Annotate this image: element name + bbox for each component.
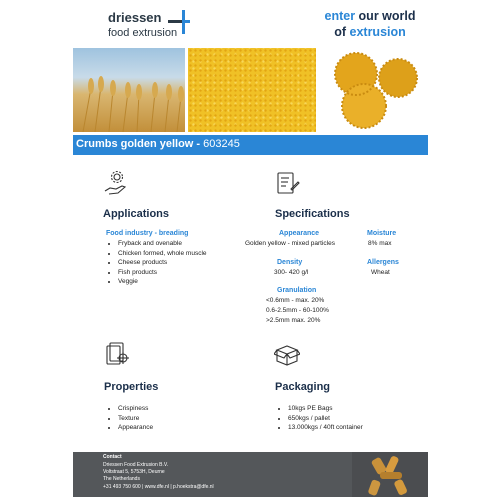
granulation-value: >2.5mm max. 20%: [266, 317, 321, 324]
footer-contact-line: +31 493 750 600 | www.dfe.nl | p.hoekstra@dfe.nl: [103, 484, 214, 490]
applications-subheading: Food industry - breading: [106, 230, 189, 237]
breaded-balls-photo: [318, 48, 428, 132]
list-item: • 10kgs PE Bags: [288, 404, 363, 414]
packaging-heading: Packaging: [275, 381, 331, 393]
applications-heading: Applications: [103, 208, 170, 220]
brand-name: driessen: [108, 10, 162, 25]
list-item: • Cheese products: [118, 258, 207, 268]
list-item: • 650kgs / pallet: [288, 414, 363, 424]
moisture-label: Moisture: [367, 230, 397, 237]
granulation-value: 0.6-2.5mm - 60-100%: [266, 307, 329, 314]
product-title: [76, 138, 240, 150]
hand-gear-icon: [103, 170, 129, 196]
moisture-value: 8% max: [368, 240, 392, 247]
product-code: 603245: [203, 138, 240, 150]
box-package-icon: [274, 341, 300, 367]
product-title-bar: [73, 135, 428, 155]
tagline: [300, 8, 440, 40]
document-pen-icon: [274, 170, 300, 196]
list-item: • Crispiness: [118, 404, 153, 414]
allergens-label: Allergens: [367, 259, 399, 266]
properties-heading: Properties: [104, 381, 159, 393]
allergens-value: Wheat: [371, 269, 390, 276]
density-value: 300- 420 g/l: [274, 269, 309, 276]
list-item: • 13.000kgs / 40ft container: [288, 423, 363, 433]
list-item: • Veggie: [118, 277, 207, 287]
list-item: • Appearance: [118, 423, 153, 433]
list-item: • Texture: [118, 414, 153, 424]
footer-country: The Netherlands: [103, 476, 140, 482]
brand-subtitle: food extrusion: [108, 27, 178, 39]
footer-contact-heading: Contact: [103, 454, 122, 460]
appearance-value: Golden yellow - mixed particles: [245, 240, 335, 247]
properties-list: [108, 404, 153, 433]
appearance-label: Appearance: [279, 230, 320, 237]
specifications-heading: Specifications: [275, 208, 350, 220]
list-item: • Fish products: [118, 268, 207, 278]
list-item: • Fryback and ovenable: [118, 239, 207, 249]
granulation-value: <0.6mm - max. 20%: [266, 297, 325, 304]
tagline-extrusion: extrusion: [349, 25, 406, 39]
footer-address: Voltstraat 5, 5753H, Deurne: [103, 469, 165, 475]
packaging-list: [278, 404, 363, 433]
wheat-field-photo: [73, 48, 185, 132]
density-label: Density: [277, 259, 303, 266]
tagline-enter: enter: [324, 9, 356, 23]
company-logo: [108, 8, 238, 42]
crumbs-closeup-photo: [188, 48, 316, 132]
list-item: • Chicken formed, whole muscle: [118, 249, 207, 259]
footer: [73, 452, 428, 497]
footer-company: Driessen Food Extrusion B.V.: [103, 462, 169, 468]
granulation-label: Granulation: [277, 287, 317, 294]
applications-list: [108, 239, 207, 287]
tagline-our-world: our world: [355, 9, 416, 23]
extruded-snacks-image: [352, 452, 428, 497]
product-name: Crumbs golden yellow -: [76, 138, 204, 150]
tagline-of: of: [334, 25, 350, 39]
document-target-icon: [104, 341, 130, 367]
